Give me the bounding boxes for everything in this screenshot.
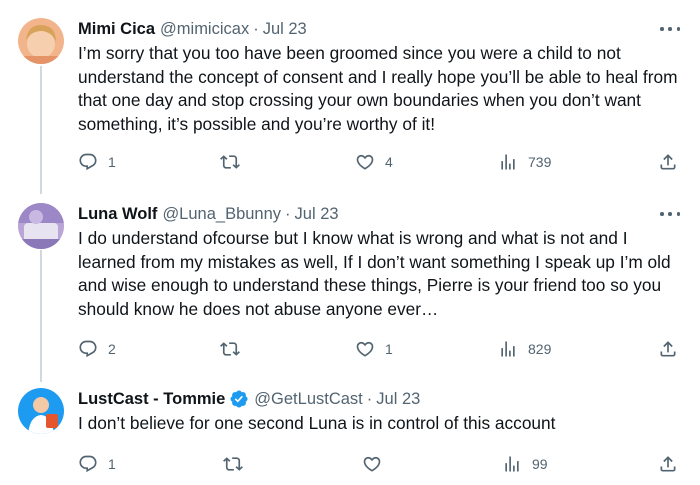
share-icon	[658, 152, 678, 172]
tweet[interactable]	[0, 18, 700, 188]
views-icon	[498, 152, 518, 172]
reply-button[interactable]	[78, 151, 116, 173]
share-icon	[658, 454, 678, 474]
like-button[interactable]	[362, 453, 392, 475]
display-name[interactable]: Luna Wolf	[78, 204, 158, 223]
separator: ·	[253, 19, 259, 38]
tweet-date[interactable]: Jul 23	[262, 19, 307, 38]
reply-count: 1	[108, 154, 116, 170]
separator: ·	[366, 389, 373, 408]
avatar[interactable]	[18, 18, 64, 64]
reply-button[interactable]	[78, 338, 116, 360]
tweet-actions	[78, 338, 688, 360]
tweet-header	[78, 388, 420, 410]
avatar[interactable]	[18, 203, 64, 249]
retweet-button[interactable]	[220, 338, 250, 360]
tweet-actions	[78, 453, 688, 475]
heart-icon	[362, 454, 382, 474]
views-count: 739	[528, 154, 552, 170]
reply-count: 1	[108, 456, 116, 472]
tweet-text: I’m sorry that you too have been groomed since you were a child to not understand the concept of consent and I really hope you’ll be able to heal from that one day and stop crossing your own boundaries when you don’t want something, it’s possible and you’re worthy of it!	[78, 43, 678, 134]
tweet-date[interactable]: Jul 23	[294, 204, 339, 223]
tweet-header	[78, 203, 339, 225]
tweet-actions	[78, 151, 688, 173]
tweet-text: I don’t believe for one second Luna is in control of this account	[78, 413, 556, 433]
retweet-button[interactable]	[223, 453, 253, 475]
user-handle[interactable]: @GetLustCast	[254, 389, 363, 408]
retweet-icon	[220, 339, 240, 359]
reply-icon	[78, 152, 98, 172]
tweet-date[interactable]: Jul 23	[376, 389, 421, 408]
heart-icon	[355, 152, 375, 172]
tweet[interactable]	[0, 388, 700, 478]
like-button[interactable]	[355, 151, 393, 173]
reply-icon	[78, 454, 98, 474]
heart-icon	[355, 339, 375, 359]
share-button[interactable]	[658, 453, 678, 475]
views-button[interactable]	[502, 453, 548, 475]
views-button[interactable]	[498, 338, 551, 360]
views-count: 829	[528, 341, 552, 357]
like-count: 1	[385, 341, 393, 357]
tweet-header	[78, 18, 307, 40]
reply-icon	[78, 339, 98, 359]
tweet-text: I do understand ofcourse but I know what is wrong and what is not and I learned from my mistakes as well, If I don’t want something I speak up I’m old and wise enough to understand these things, Pierre is your friend too so you should know he does not abuse anyone ever…	[78, 228, 671, 319]
tweet[interactable]	[0, 203, 700, 373]
share-button[interactable]	[658, 338, 678, 360]
reply-button[interactable]	[78, 453, 116, 475]
more-icon[interactable]	[660, 205, 680, 223]
share-icon	[658, 339, 678, 359]
more-icon[interactable]	[660, 20, 680, 38]
display-name[interactable]: LustCast - Tommie	[78, 389, 226, 408]
views-button[interactable]	[498, 151, 551, 173]
verified-badge-icon	[229, 389, 249, 409]
avatar[interactable]	[18, 388, 64, 434]
views-icon	[498, 339, 518, 359]
separator: ·	[285, 204, 291, 223]
views-count: 99	[532, 456, 548, 472]
user-handle[interactable]: @Luna_Bbunny	[162, 204, 282, 223]
display-name[interactable]: Mimi Cica	[78, 19, 156, 38]
retweet-icon	[220, 152, 240, 172]
user-handle[interactable]: @mimicicax	[160, 19, 250, 38]
retweet-icon	[223, 454, 243, 474]
share-button[interactable]	[658, 151, 678, 173]
like-button[interactable]	[355, 338, 393, 360]
reply-count: 2	[108, 341, 116, 357]
like-count: 4	[385, 154, 393, 170]
retweet-button[interactable]	[220, 151, 250, 173]
views-icon	[502, 454, 522, 474]
